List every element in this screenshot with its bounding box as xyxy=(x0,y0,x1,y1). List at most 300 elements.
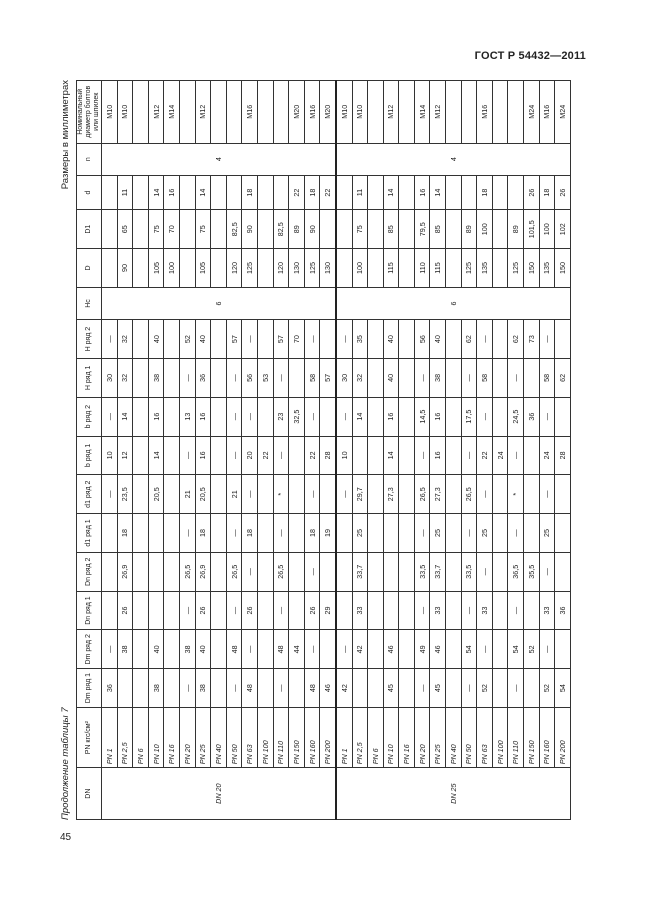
value-cell xyxy=(336,552,352,591)
value-cell xyxy=(492,552,508,591)
value-cell: 79,5 xyxy=(414,210,430,249)
value-cell: 40 xyxy=(383,358,399,397)
value-cell: 90 xyxy=(304,210,320,249)
value-cell: 48 xyxy=(304,669,320,708)
value-cell xyxy=(164,320,180,359)
value-cell xyxy=(399,320,415,359)
value-cell: 18 xyxy=(304,175,320,209)
value-cell: — xyxy=(414,669,430,708)
value-cell: 46 xyxy=(430,630,446,669)
value-cell: 100 xyxy=(539,210,555,249)
table-row xyxy=(304,81,320,820)
value-cell: 26 xyxy=(304,591,320,630)
value-cell xyxy=(102,175,118,209)
value-cell xyxy=(257,81,273,144)
value-cell: 26 xyxy=(117,591,133,630)
value-cell xyxy=(492,397,508,436)
value-cell xyxy=(133,249,149,288)
value-cell: 125 xyxy=(461,249,477,288)
value-cell: 13 xyxy=(179,397,195,436)
value-cell: M10 xyxy=(117,81,133,144)
table-row xyxy=(461,81,477,820)
value-cell xyxy=(446,358,462,397)
value-cell: 23,5 xyxy=(117,475,133,514)
value-cell: 57 xyxy=(320,358,336,397)
column-header: H ряд 2 xyxy=(77,320,102,359)
value-cell xyxy=(289,436,305,475)
value-cell xyxy=(164,397,180,436)
value-cell: 135 xyxy=(539,249,555,288)
value-cell: 125 xyxy=(242,249,258,288)
value-cell: — xyxy=(461,436,477,475)
value-cell xyxy=(257,249,273,288)
value-cell: 38 xyxy=(117,630,133,669)
value-cell: 49 xyxy=(414,630,430,669)
value-cell xyxy=(257,475,273,514)
value-cell xyxy=(133,514,149,553)
units-note: Размеры в миллиметрах xyxy=(60,80,71,190)
value-cell xyxy=(257,630,273,669)
value-cell xyxy=(446,81,462,144)
value-cell: 150 xyxy=(524,249,540,288)
value-cell xyxy=(148,514,164,553)
value-cell: 25 xyxy=(352,514,368,553)
pn-cell: PN 160 xyxy=(539,707,555,767)
value-cell: 52 xyxy=(539,669,555,708)
pn-cell: PN 110 xyxy=(273,707,289,767)
value-cell: 23 xyxy=(273,397,289,436)
value-cell: 18 xyxy=(117,514,133,553)
value-cell: 89 xyxy=(508,210,524,249)
value-cell: — xyxy=(226,669,242,708)
value-cell: 52 xyxy=(179,320,195,359)
value-cell xyxy=(368,669,384,708)
value-cell: 10 xyxy=(102,436,118,475)
value-cell: 11 xyxy=(117,175,133,209)
value-cell: 40 xyxy=(148,320,164,359)
pn-cell: PN 10 xyxy=(148,707,164,767)
value-cell xyxy=(446,669,462,708)
value-cell: 33,7 xyxy=(430,552,446,591)
value-cell: 16 xyxy=(414,175,430,209)
value-cell: 22 xyxy=(289,175,305,209)
value-cell: 11 xyxy=(352,175,368,209)
value-cell: 101,5 xyxy=(524,210,540,249)
value-cell xyxy=(117,669,133,708)
value-cell: 32 xyxy=(117,320,133,359)
value-cell xyxy=(133,630,149,669)
pn-cell: PN 6 xyxy=(368,707,384,767)
value-cell xyxy=(133,358,149,397)
value-cell: 56 xyxy=(414,320,430,359)
value-cell: 48 xyxy=(273,630,289,669)
value-cell: 33,5 xyxy=(461,552,477,591)
value-cell: 85 xyxy=(430,210,446,249)
table-row xyxy=(117,81,133,820)
value-cell xyxy=(211,475,227,514)
value-cell: 32 xyxy=(352,358,368,397)
value-cell: — xyxy=(304,630,320,669)
value-cell xyxy=(179,175,195,209)
value-cell xyxy=(257,514,273,553)
value-cell: — xyxy=(539,397,555,436)
pn-cell: PN 150 xyxy=(524,707,540,767)
value-cell: 58 xyxy=(304,358,320,397)
table-row xyxy=(352,81,368,820)
column-header: d1 ряд 1 xyxy=(77,514,102,553)
value-cell: 130 xyxy=(320,249,336,288)
value-cell: 29,7 xyxy=(352,475,368,514)
value-cell xyxy=(320,210,336,249)
value-cell: 48 xyxy=(242,669,258,708)
value-cell: 62 xyxy=(555,358,571,397)
column-header: b ряд 2 xyxy=(77,397,102,436)
value-cell: 62 xyxy=(508,320,524,359)
flange-dimensions-table xyxy=(76,80,571,820)
value-cell: 19 xyxy=(320,514,336,553)
column-header: d1 ряд 2 xyxy=(77,475,102,514)
value-cell xyxy=(289,669,305,708)
value-cell: 21 xyxy=(179,475,195,514)
value-cell: 115 xyxy=(383,249,399,288)
pn-cell: PN 200 xyxy=(555,707,571,767)
value-cell: 100 xyxy=(477,210,493,249)
value-cell xyxy=(102,249,118,288)
value-cell xyxy=(164,475,180,514)
value-cell xyxy=(148,591,164,630)
document-header: ГОСТ Р 54432—2011 xyxy=(474,50,586,62)
value-cell: 54 xyxy=(508,630,524,669)
value-cell: 22 xyxy=(477,436,493,475)
value-cell: M24 xyxy=(524,81,540,144)
value-cell: 26,5 xyxy=(461,475,477,514)
value-cell: 14 xyxy=(148,436,164,475)
value-cell: M16 xyxy=(477,81,493,144)
value-cell: — xyxy=(477,475,493,514)
value-cell: 85 xyxy=(383,210,399,249)
value-cell xyxy=(211,591,227,630)
value-cell xyxy=(399,175,415,209)
table-row xyxy=(242,81,258,820)
table-row xyxy=(164,81,180,820)
value-cell: M10 xyxy=(352,81,368,144)
value-cell: 57 xyxy=(226,320,242,359)
value-cell: 18 xyxy=(195,514,211,553)
value-cell: 110 xyxy=(414,249,430,288)
table-row xyxy=(273,81,289,820)
value-cell: 32,5 xyxy=(289,397,305,436)
value-cell xyxy=(102,514,118,553)
value-cell: 42 xyxy=(352,630,368,669)
value-cell: 45 xyxy=(383,669,399,708)
table-row xyxy=(368,81,384,820)
value-cell xyxy=(179,249,195,288)
value-cell xyxy=(446,514,462,553)
value-cell xyxy=(102,210,118,249)
value-cell: — xyxy=(461,514,477,553)
value-cell xyxy=(492,210,508,249)
value-cell: M12 xyxy=(195,81,211,144)
value-cell xyxy=(399,397,415,436)
value-cell xyxy=(133,669,149,708)
value-cell xyxy=(133,475,149,514)
value-cell: — xyxy=(226,397,242,436)
pn-cell: PN 200 xyxy=(320,707,336,767)
value-cell: 36,5 xyxy=(508,552,524,591)
value-cell: 33 xyxy=(539,591,555,630)
table-row xyxy=(477,81,493,820)
value-cell xyxy=(399,669,415,708)
value-cell: — xyxy=(414,514,430,553)
pn-cell: PN 25 xyxy=(195,707,211,767)
value-cell: — xyxy=(508,669,524,708)
value-cell: 38 xyxy=(430,358,446,397)
value-cell: — xyxy=(336,320,352,359)
value-cell: 46 xyxy=(320,669,336,708)
value-cell: — xyxy=(242,630,258,669)
value-cell: — xyxy=(336,630,352,669)
value-cell: 28 xyxy=(320,436,336,475)
value-cell: 130 xyxy=(289,249,305,288)
value-cell xyxy=(336,249,352,288)
value-cell: — xyxy=(179,436,195,475)
value-cell: 26 xyxy=(555,175,571,209)
value-cell: 100 xyxy=(352,249,368,288)
value-cell: — xyxy=(226,514,242,553)
value-cell: 33 xyxy=(477,591,493,630)
value-cell xyxy=(336,175,352,209)
value-cell: 29 xyxy=(320,591,336,630)
value-cell: 26 xyxy=(524,175,540,209)
value-cell: 82,5 xyxy=(273,210,289,249)
value-cell: — xyxy=(477,320,493,359)
value-cell: — xyxy=(242,397,258,436)
value-cell: 28 xyxy=(555,436,571,475)
dn-cell: DN 25 xyxy=(336,768,570,820)
value-cell xyxy=(399,475,415,514)
value-cell xyxy=(133,210,149,249)
value-cell: — xyxy=(336,397,352,436)
value-cell xyxy=(368,358,384,397)
value-cell: 10 xyxy=(336,436,352,475)
value-cell: 125 xyxy=(304,249,320,288)
value-cell xyxy=(555,320,571,359)
pn-cell: PN 100 xyxy=(492,707,508,767)
pn-cell: PN 1 xyxy=(102,707,118,767)
value-cell xyxy=(102,552,118,591)
value-cell: — xyxy=(273,514,289,553)
value-cell: — xyxy=(226,591,242,630)
column-header: n xyxy=(77,143,102,175)
value-cell xyxy=(179,210,195,249)
value-cell xyxy=(368,630,384,669)
value-cell: 36 xyxy=(195,358,211,397)
value-cell: 30 xyxy=(102,358,118,397)
pn-cell: PN 40 xyxy=(211,707,227,767)
value-cell xyxy=(211,358,227,397)
value-cell: 20,5 xyxy=(148,475,164,514)
table-row xyxy=(257,81,273,820)
value-cell: 14 xyxy=(383,436,399,475)
value-cell: — xyxy=(242,552,258,591)
value-cell xyxy=(399,249,415,288)
value-cell: 90 xyxy=(242,210,258,249)
value-cell: 40 xyxy=(430,320,446,359)
pn-cell: PN 2,5 xyxy=(117,707,133,767)
table-row xyxy=(414,81,430,820)
value-cell: 45 xyxy=(430,669,446,708)
value-cell xyxy=(211,81,227,144)
value-cell: 22 xyxy=(304,436,320,475)
value-cell xyxy=(352,436,368,475)
value-cell xyxy=(492,320,508,359)
value-cell xyxy=(211,514,227,553)
value-cell: — xyxy=(179,669,195,708)
value-cell xyxy=(524,514,540,553)
pn-cell: PN 20 xyxy=(414,707,430,767)
value-cell xyxy=(524,475,540,514)
value-cell: 38 xyxy=(195,669,211,708)
value-cell: 65 xyxy=(117,210,133,249)
value-cell: 22 xyxy=(320,175,336,209)
pn-cell: PN 110 xyxy=(508,707,524,767)
value-cell: 75 xyxy=(352,210,368,249)
value-cell: — xyxy=(477,397,493,436)
value-cell: — xyxy=(461,591,477,630)
value-cell: 16 xyxy=(195,397,211,436)
value-cell: 27,3 xyxy=(383,475,399,514)
value-cell: 115 xyxy=(430,249,446,288)
value-cell xyxy=(492,249,508,288)
value-cell: 105 xyxy=(195,249,211,288)
pn-cell: PN 63 xyxy=(477,707,493,767)
value-cell xyxy=(446,249,462,288)
value-cell xyxy=(336,514,352,553)
value-cell: 26 xyxy=(242,591,258,630)
n-cell: 4 xyxy=(336,143,570,175)
value-cell: 14 xyxy=(383,175,399,209)
value-cell: 57 xyxy=(273,320,289,359)
value-cell: — xyxy=(179,514,195,553)
value-cell: M10 xyxy=(336,81,352,144)
table-row xyxy=(179,81,195,820)
table-row xyxy=(102,81,118,820)
value-cell: M20 xyxy=(289,81,305,144)
value-cell xyxy=(257,552,273,591)
value-cell: 120 xyxy=(226,249,242,288)
pn-cell: PN 16 xyxy=(399,707,415,767)
value-cell: * xyxy=(508,475,524,514)
value-cell xyxy=(446,552,462,591)
value-cell: — xyxy=(304,320,320,359)
value-cell: — xyxy=(102,320,118,359)
value-cell: — xyxy=(414,591,430,630)
value-cell: 16 xyxy=(430,397,446,436)
value-cell: 16 xyxy=(383,397,399,436)
column-header: Dn ряд 2 xyxy=(77,552,102,591)
pn-cell: PN 63 xyxy=(242,707,258,767)
value-cell: M16 xyxy=(304,81,320,144)
value-cell: — xyxy=(477,630,493,669)
value-cell xyxy=(368,397,384,436)
value-cell: 14 xyxy=(430,175,446,209)
dn-cell: DN 20 xyxy=(102,768,336,820)
value-cell: 42 xyxy=(336,669,352,708)
value-cell xyxy=(508,175,524,209)
value-cell: 52 xyxy=(524,630,540,669)
value-cell: 14 xyxy=(352,397,368,436)
table-row xyxy=(555,81,571,820)
value-cell: 102 xyxy=(555,210,571,249)
value-cell xyxy=(492,475,508,514)
value-cell xyxy=(211,436,227,475)
value-cell: 32 xyxy=(117,358,133,397)
value-cell: — xyxy=(461,669,477,708)
value-cell: 12 xyxy=(117,436,133,475)
n-cell: 4 xyxy=(102,143,336,175)
value-cell: 36 xyxy=(555,591,571,630)
value-cell xyxy=(555,630,571,669)
column-header: PN кгс/см² xyxy=(77,707,102,767)
value-cell xyxy=(289,552,305,591)
table-row xyxy=(399,81,415,820)
value-cell: — xyxy=(508,591,524,630)
value-cell: 16 xyxy=(430,436,446,475)
value-cell xyxy=(211,320,227,359)
value-cell xyxy=(273,81,289,144)
value-cell: — xyxy=(414,436,430,475)
value-cell: M16 xyxy=(539,81,555,144)
value-cell xyxy=(446,591,462,630)
value-cell: 125 xyxy=(508,249,524,288)
value-cell xyxy=(383,514,399,553)
value-cell xyxy=(368,552,384,591)
value-cell xyxy=(368,81,384,144)
value-cell: 40 xyxy=(383,320,399,359)
value-cell: M24 xyxy=(555,81,571,144)
value-cell xyxy=(133,320,149,359)
value-cell: 14 xyxy=(117,397,133,436)
column-header: Dm ряд 1 xyxy=(77,669,102,708)
value-cell: — xyxy=(226,436,242,475)
table-row xyxy=(195,81,211,820)
value-cell: — xyxy=(336,475,352,514)
value-cell xyxy=(257,210,273,249)
value-cell: — xyxy=(226,358,242,397)
value-cell: 82,5 xyxy=(226,210,242,249)
value-cell xyxy=(368,475,384,514)
value-cell xyxy=(133,397,149,436)
value-cell: 36 xyxy=(524,397,540,436)
table-row xyxy=(336,81,352,820)
value-cell: — xyxy=(179,591,195,630)
column-header: D xyxy=(77,249,102,288)
value-cell xyxy=(368,175,384,209)
value-cell: 38 xyxy=(179,630,195,669)
value-cell: 21 xyxy=(226,475,242,514)
value-cell: — xyxy=(539,552,555,591)
value-cell xyxy=(399,514,415,553)
rotated-table-area xyxy=(60,80,590,820)
value-cell: — xyxy=(273,358,289,397)
value-cell xyxy=(133,591,149,630)
value-cell: — xyxy=(102,475,118,514)
value-cell xyxy=(164,630,180,669)
value-cell: 62 xyxy=(461,320,477,359)
value-cell xyxy=(211,630,227,669)
value-cell: 25 xyxy=(430,514,446,553)
value-cell: 25 xyxy=(477,514,493,553)
